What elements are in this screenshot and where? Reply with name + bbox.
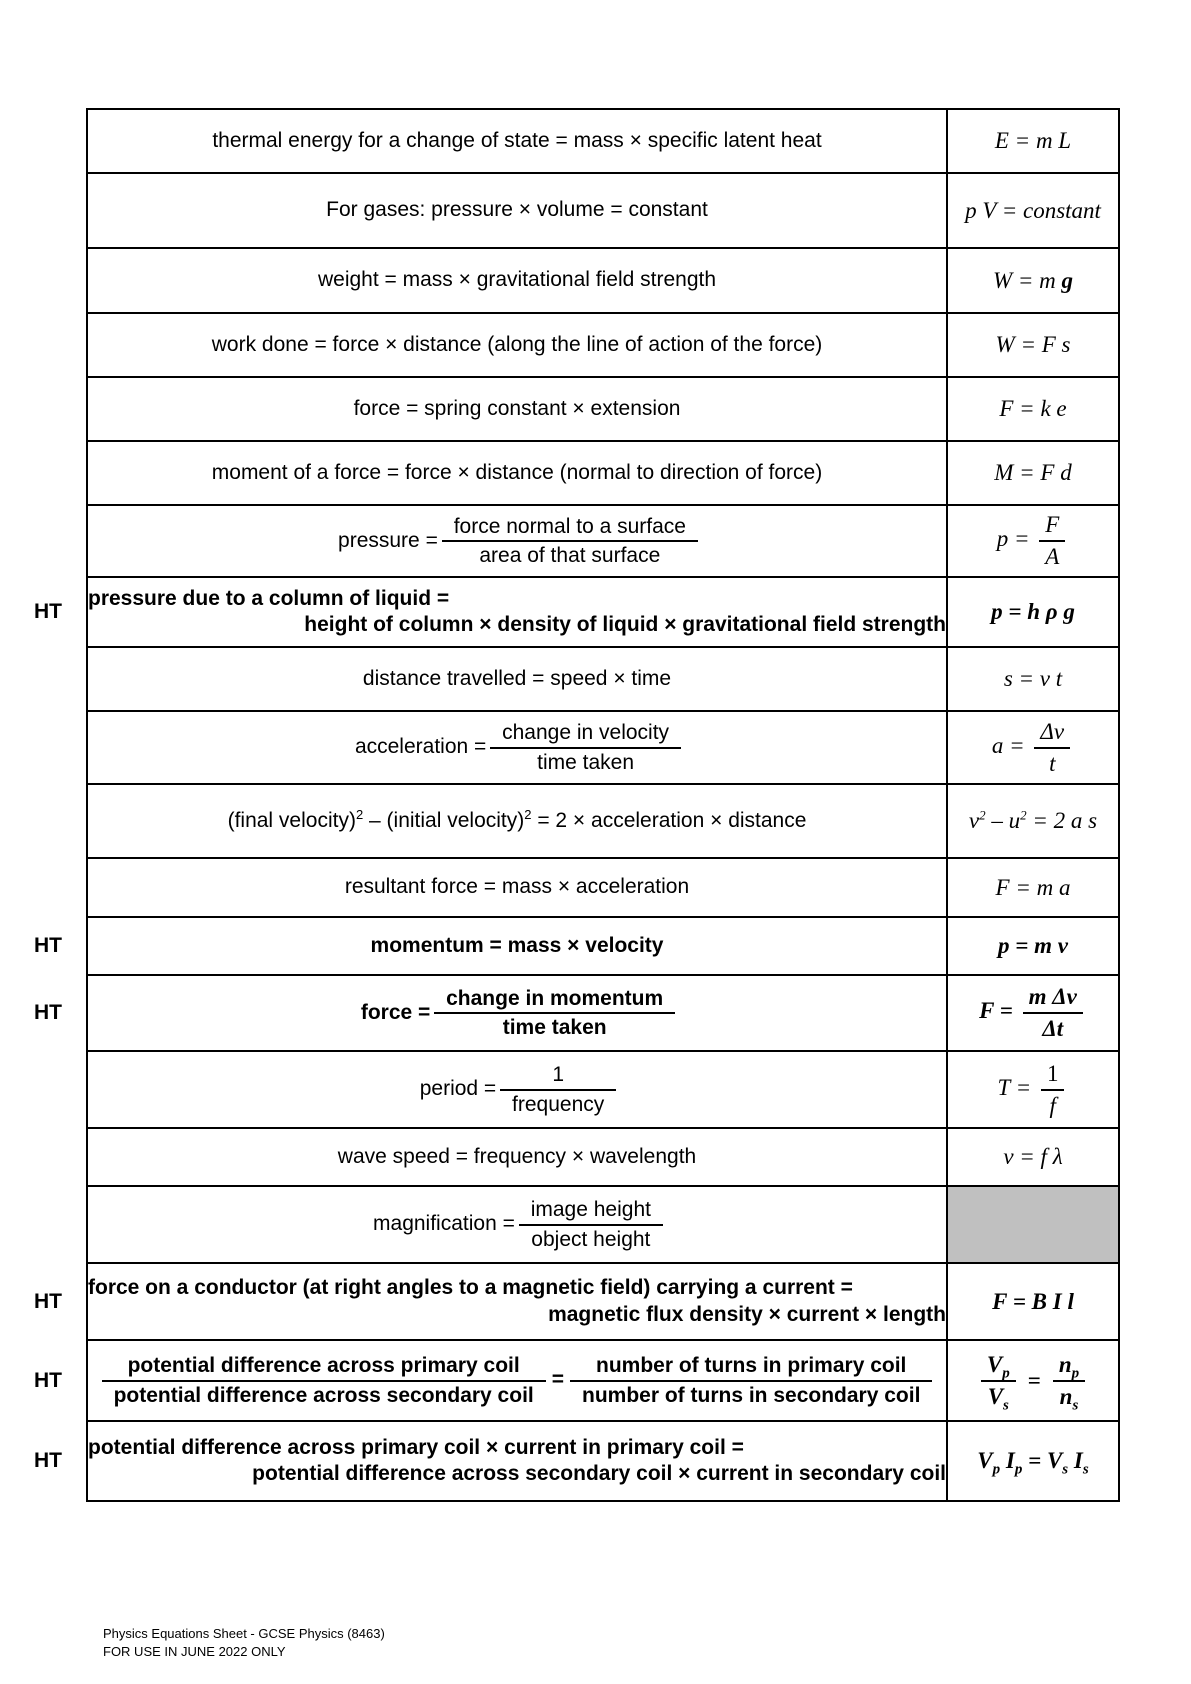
equation-row xyxy=(87,505,1119,577)
denominator: potential difference across secondary coil xyxy=(113,1383,534,1407)
denominator xyxy=(1054,1382,1085,1412)
numerator: 1 xyxy=(500,1061,616,1090)
footer-title: Physics Equations Sheet - GCSE Physics (8463) xyxy=(103,1626,385,1641)
word-equation xyxy=(87,784,947,858)
higher-tier-label: HT xyxy=(34,1289,62,1313)
equation-row xyxy=(87,313,1119,377)
symbol-equation xyxy=(947,1340,1119,1421)
word-lhs: acceleration = xyxy=(354,735,487,759)
symbol-part: v xyxy=(968,808,980,833)
symbol-part: V xyxy=(986,1351,1003,1377)
symbol-ratio xyxy=(948,1350,1118,1412)
symbol-equation xyxy=(947,505,1119,577)
equation-row xyxy=(87,647,1119,711)
symbol-part: V xyxy=(987,1383,1004,1409)
symbol-fraction xyxy=(1041,1059,1065,1121)
word-equation xyxy=(34,975,947,1051)
symbol-part: n xyxy=(1059,1383,1073,1409)
equation-row xyxy=(87,441,1119,505)
denominator: f xyxy=(1049,1092,1056,1118)
word-lhs: force = xyxy=(360,1000,431,1024)
subscript: s xyxy=(1003,1397,1009,1414)
denominator: object height xyxy=(531,1227,651,1251)
equation-row xyxy=(87,784,1119,858)
word-lhs: pressure = xyxy=(338,528,438,552)
word-text: momentum = mass × velocity xyxy=(370,933,664,957)
symbol-part: = 2 a s xyxy=(1026,808,1098,833)
equation-row xyxy=(87,1263,1119,1340)
symbol-part: = V xyxy=(1022,1448,1063,1473)
symbol-part: n xyxy=(1058,1351,1072,1377)
subscript: p xyxy=(1014,1461,1023,1478)
symbol-equation: p V = constant xyxy=(947,173,1119,248)
subscript: p xyxy=(1002,1365,1010,1382)
subscript: p xyxy=(992,1461,1001,1478)
word-lhs: period = xyxy=(419,1077,497,1101)
word-equation: For gases: pressure × volume = constant xyxy=(87,173,947,248)
equals-sign: = xyxy=(551,1368,565,1392)
numerator: change in momentum xyxy=(434,985,675,1014)
higher-tier-label: HT xyxy=(34,1000,62,1024)
equation-row xyxy=(87,109,1119,173)
numerator xyxy=(981,1350,1016,1382)
equation-row xyxy=(87,917,1119,975)
word-equation xyxy=(87,1051,947,1128)
word-part: = 2 × acceleration × distance xyxy=(531,808,807,832)
symbol-lhs: p = xyxy=(996,526,1030,552)
vector-g: g xyxy=(1061,267,1074,293)
symbol-equation: F = k e xyxy=(947,377,1119,441)
higher-tier-label: HT xyxy=(34,599,62,623)
word-line-1: force on a conductor (at right angles to a magnetic field) carrying a current = xyxy=(88,1276,853,1300)
word-equation: resultant force = mass × acceleration xyxy=(87,858,947,917)
symbol-equation: E = m L xyxy=(947,109,1119,173)
equation-row xyxy=(87,577,1119,647)
numerator: F xyxy=(1039,510,1065,542)
numerator: number of turns in primary coil xyxy=(570,1352,932,1381)
blank-symbol-cell xyxy=(947,1186,1119,1263)
symbol-equation xyxy=(947,1051,1119,1128)
symbol-fraction xyxy=(981,1350,1016,1412)
word-equation xyxy=(34,1263,947,1340)
word-line-2: magnetic flux density × current × length xyxy=(548,1302,946,1326)
symbol-equation xyxy=(947,711,1119,784)
symbol-equation: p = m v xyxy=(947,917,1119,975)
equations-table xyxy=(34,108,1120,1502)
equation-row xyxy=(87,1421,1119,1501)
word-ratio xyxy=(88,1352,946,1409)
word-fraction xyxy=(108,1352,540,1409)
equation-row xyxy=(87,1186,1119,1263)
superscript: 2 xyxy=(524,806,532,822)
denominator xyxy=(982,1382,1015,1412)
symbol-fraction xyxy=(1023,982,1083,1044)
numerator: 1 xyxy=(1041,1059,1065,1091)
word-fraction xyxy=(576,1352,926,1409)
symbol-part: V xyxy=(977,1448,993,1473)
numerator: image height xyxy=(519,1196,663,1225)
symbol-part: I xyxy=(1000,1448,1015,1473)
denominator: number of turns in secondary coil xyxy=(582,1383,921,1407)
word-equation xyxy=(87,505,947,577)
word-equation: thermal energy for a change of state = mass × specific latent heat xyxy=(87,109,947,173)
symbol-part: W = m xyxy=(992,267,1062,293)
denominator: Δt xyxy=(1042,1016,1064,1041)
word-part: – (initial velocity) xyxy=(363,808,525,832)
symbol-equation: p = h ρ g xyxy=(947,577,1119,647)
subscript: p xyxy=(1071,1365,1080,1382)
superscript: 2 xyxy=(979,807,986,823)
symbol-equation xyxy=(947,784,1119,858)
numerator: force normal to a surface xyxy=(442,513,698,542)
numerator: m Δv xyxy=(1023,982,1083,1014)
symbol-equation: M = F d xyxy=(947,441,1119,505)
word-fraction xyxy=(506,1061,610,1118)
word-fraction xyxy=(496,719,675,776)
word-equation xyxy=(87,711,947,784)
word-lhs: magnification = xyxy=(373,1212,515,1236)
equation-row xyxy=(87,975,1119,1051)
denominator: time taken xyxy=(537,750,635,774)
symbol-equation: v = f λ xyxy=(947,1128,1119,1186)
symbol-equation xyxy=(947,975,1119,1051)
numerator: Δv xyxy=(1034,717,1070,749)
equation-row xyxy=(87,248,1119,313)
denominator: area of that surface xyxy=(479,544,661,567)
word-equation: weight = mass × gravitational field strength xyxy=(87,248,947,313)
symbol-lhs: F = xyxy=(979,998,1013,1024)
numerator: potential difference across primary coil xyxy=(102,1352,546,1381)
word-equation: moment of a force = force × distance (normal to direction of force) xyxy=(87,441,947,505)
symbol-equation: s = v t xyxy=(947,647,1119,711)
word-part: (final velocity) xyxy=(227,808,356,832)
symbol-equation: W = F s xyxy=(947,313,1119,377)
word-fraction xyxy=(525,1196,657,1253)
word-fraction xyxy=(440,985,669,1042)
symbol-fraction xyxy=(1053,1350,1085,1412)
equation-row xyxy=(87,1051,1119,1128)
denominator: frequency xyxy=(512,1092,605,1116)
word-equation xyxy=(34,917,947,975)
symbol-fraction xyxy=(1039,510,1065,572)
word-equation: distance travelled = speed × time xyxy=(87,647,947,711)
denominator: A xyxy=(1045,544,1060,569)
word-equation: force = spring constant × extension xyxy=(87,377,947,441)
symbol-part: – u xyxy=(985,808,1021,833)
subscript: s xyxy=(1072,1397,1079,1414)
higher-tier-label: HT xyxy=(34,933,62,957)
symbol-fraction xyxy=(1034,717,1070,779)
equation-row xyxy=(87,858,1119,917)
word-equation: work done = force × distance (along the line of action of the force) xyxy=(87,313,947,377)
page-footer xyxy=(103,1625,385,1661)
equation-row xyxy=(87,1128,1119,1186)
equation-row xyxy=(87,173,1119,248)
denominator: time taken xyxy=(502,1016,607,1039)
equation-row xyxy=(87,1340,1119,1421)
symbol-equation: F = B I l xyxy=(947,1263,1119,1340)
higher-tier-label: HT xyxy=(34,1368,62,1392)
symbol-equation xyxy=(947,248,1119,313)
symbol-lhs: T = xyxy=(997,1074,1032,1100)
subscript: s xyxy=(1062,1461,1069,1478)
word-equation xyxy=(34,577,947,647)
symbol-equation xyxy=(947,1421,1119,1501)
equation-row xyxy=(87,377,1119,441)
word-line-1: potential difference across primary coil × current in primary coil = xyxy=(88,1435,744,1459)
word-equation xyxy=(34,1421,947,1501)
word-line-2: height of column × density of liquid × gravitational field strength xyxy=(304,613,946,636)
symbol-equation: F = m a xyxy=(947,858,1119,917)
higher-tier-label: HT xyxy=(34,1448,62,1472)
word-equation xyxy=(34,1340,947,1421)
denominator: t xyxy=(1049,750,1056,776)
word-fraction xyxy=(448,513,692,570)
superscript: 2 xyxy=(1020,807,1027,823)
equals-sign: = xyxy=(1027,1367,1041,1393)
numerator xyxy=(1053,1350,1085,1382)
footer-note: FOR USE IN JUNE 2022 ONLY xyxy=(103,1644,286,1659)
word-equation xyxy=(87,1186,947,1263)
word-line-1: pressure due to a column of liquid = xyxy=(88,586,450,610)
symbol-lhs: a = xyxy=(991,732,1025,758)
superscript: 2 xyxy=(355,806,364,822)
subscript: s xyxy=(1082,1461,1089,1478)
numerator: change in velocity xyxy=(490,719,681,748)
word-line-2: potential difference across secondary coil × current in secondary coil xyxy=(252,1462,946,1485)
equation-row xyxy=(87,711,1119,784)
symbol-part: I xyxy=(1068,1448,1083,1473)
word-equation: wave speed = frequency × wavelength xyxy=(87,1128,947,1186)
